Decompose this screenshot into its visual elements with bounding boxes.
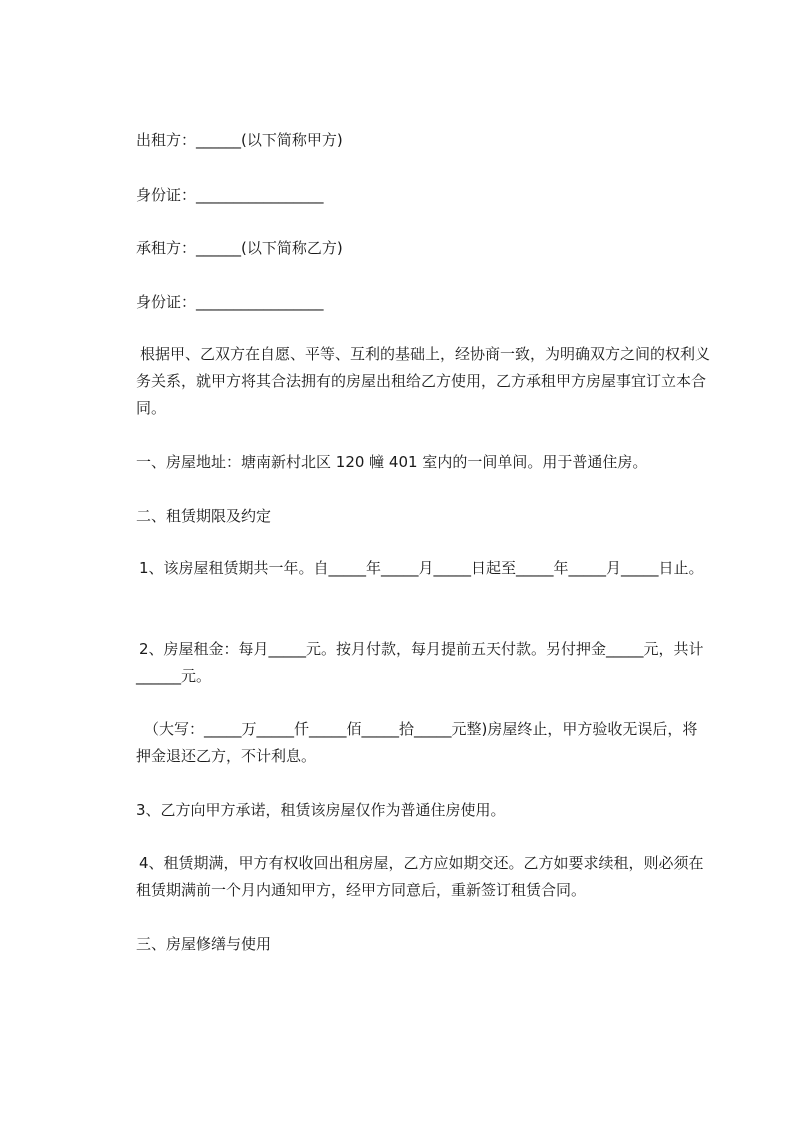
clause-3-heading: 三、房屋修缮与使用 xyxy=(136,935,272,953)
clause-1-address: 一、房屋地址：塘南新村北区 120 幢 401 室内的一间单间。用于普通住房。 xyxy=(136,453,648,471)
clause-2-4-renewal: 4、租赁期满，甲方有权收回出租房屋，乙方应如期交还。乙方如要求续租，则必须在租赁期满前一个月内通知甲方，经甲方同意后，重新签订租赁合同。 xyxy=(136,854,704,899)
clause-2-heading: 二、租赁期限及约定 xyxy=(136,507,272,525)
clause-2-2-deposit: （大写：_____万_____仟_____佰_____拾_____元整)房屋终止，甲方验收无误后，将押金退还乙方，不计利息。 xyxy=(136,720,698,765)
clause-2-2-rent: 2、房屋租金：每月_____元。按月付款，每月提前五天付款。另付押金_____元，共计______元。 xyxy=(136,640,704,685)
lessor-line: 出租方：______(以下简称甲方) xyxy=(136,131,343,149)
lessee-line: 承租方：______(以下简称乙方) xyxy=(136,239,343,257)
lessee-id-line: 身份证：_________________ xyxy=(136,293,324,311)
clause-2-1-term: 1、该房屋租赁期共一年。自_____年_____月_____日起至_____年_____月_____日止。 xyxy=(139,559,704,577)
clause-2-3-use: 3、乙方向甲方承诺，租赁该房屋仅作为普通住房使用。 xyxy=(136,801,506,819)
lessor-id-line: 身份证：_________________ xyxy=(136,186,324,204)
intro-paragraph: 根据甲、乙双方在自愿、平等、互利的基础上，经协商一致，为明确双方之间的权利义务关系，就甲方将其合法拥有的房屋出租给乙方使用，乙方承租甲方房屋事宜订立本合同。 xyxy=(136,345,711,417)
